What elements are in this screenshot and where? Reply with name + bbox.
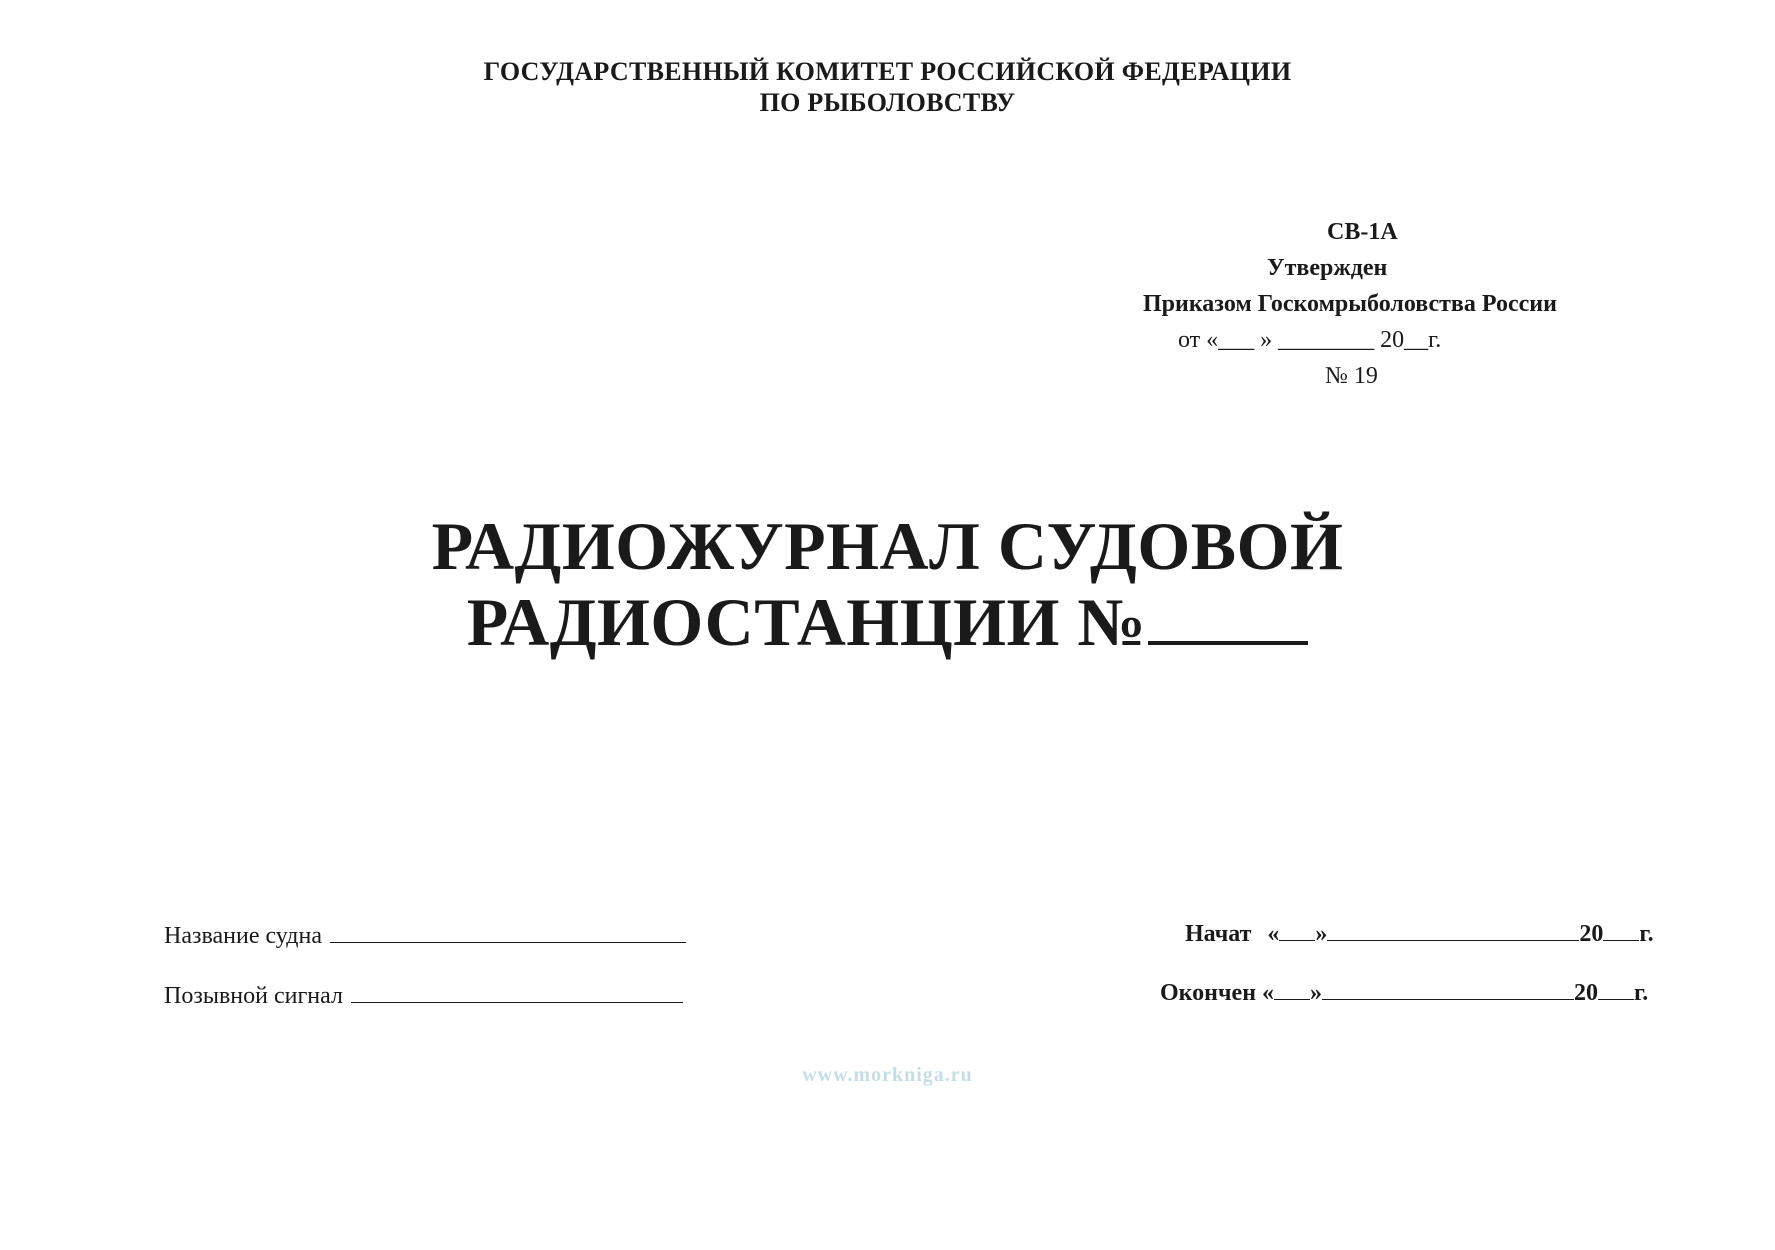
document-title	[0, 508, 1775, 660]
started-open-quote: «	[1267, 921, 1280, 947]
approved-label: Утвержден	[1267, 255, 1388, 281]
order-number: № 19	[1325, 363, 1378, 389]
started-label: Начат	[1185, 921, 1252, 947]
ended-open-quote: «	[1262, 980, 1275, 1006]
document-header	[0, 56, 1775, 118]
started-year-blank[interactable]	[1603, 918, 1639, 941]
watermark: www.morkniga.ru	[802, 1064, 973, 1086]
ended-day-blank[interactable]	[1274, 977, 1310, 1000]
header-line-2: ПО РЫБОЛОВСТВУ	[759, 88, 1016, 117]
ended-year-prefix: 20	[1574, 980, 1599, 1006]
ended-year-suffix: г.	[1634, 980, 1649, 1006]
ship-name-field	[164, 920, 686, 950]
ended-label: Окончен	[1160, 980, 1257, 1006]
ended-field	[1160, 977, 1648, 1007]
started-close-quote: »	[1315, 921, 1328, 947]
ship-name-blank[interactable]	[330, 920, 686, 943]
approval-date-line: от «___ » ________ 20__г.	[1178, 327, 1442, 353]
started-day-blank[interactable]	[1279, 918, 1315, 941]
ended-month-blank[interactable]	[1322, 977, 1574, 1000]
call-sign-label: Позывной сигнал	[164, 983, 343, 1009]
station-number-blank[interactable]	[1148, 585, 1308, 645]
call-sign-blank[interactable]	[351, 980, 683, 1003]
title-line-1: РАДИОЖУРНАЛ СУДОВОЙ	[431, 508, 1344, 584]
order-text: Приказом Госкомрыболовства России	[1143, 291, 1557, 317]
title-line-2: РАДИОСТАНЦИИ №	[466, 584, 1147, 660]
approval-block	[1100, 214, 1620, 394]
call-sign-field	[164, 980, 683, 1010]
ended-year-blank[interactable]	[1598, 977, 1634, 1000]
started-month-blank[interactable]	[1327, 918, 1579, 941]
header-line-1: ГОСУДАРСТВЕННЫЙ КОМИТЕТ РОССИЙСКОЙ ФЕДЕРАЦИИ	[483, 57, 1292, 86]
started-field	[1185, 918, 1654, 948]
form-code: СВ-1А	[1327, 219, 1398, 245]
ended-close-quote: »	[1310, 980, 1323, 1006]
started-year-prefix: 20	[1579, 921, 1604, 947]
started-year-suffix: г.	[1639, 921, 1654, 947]
ship-name-label: Название судна	[164, 923, 323, 949]
title-line-2-wrap	[0, 584, 1775, 660]
